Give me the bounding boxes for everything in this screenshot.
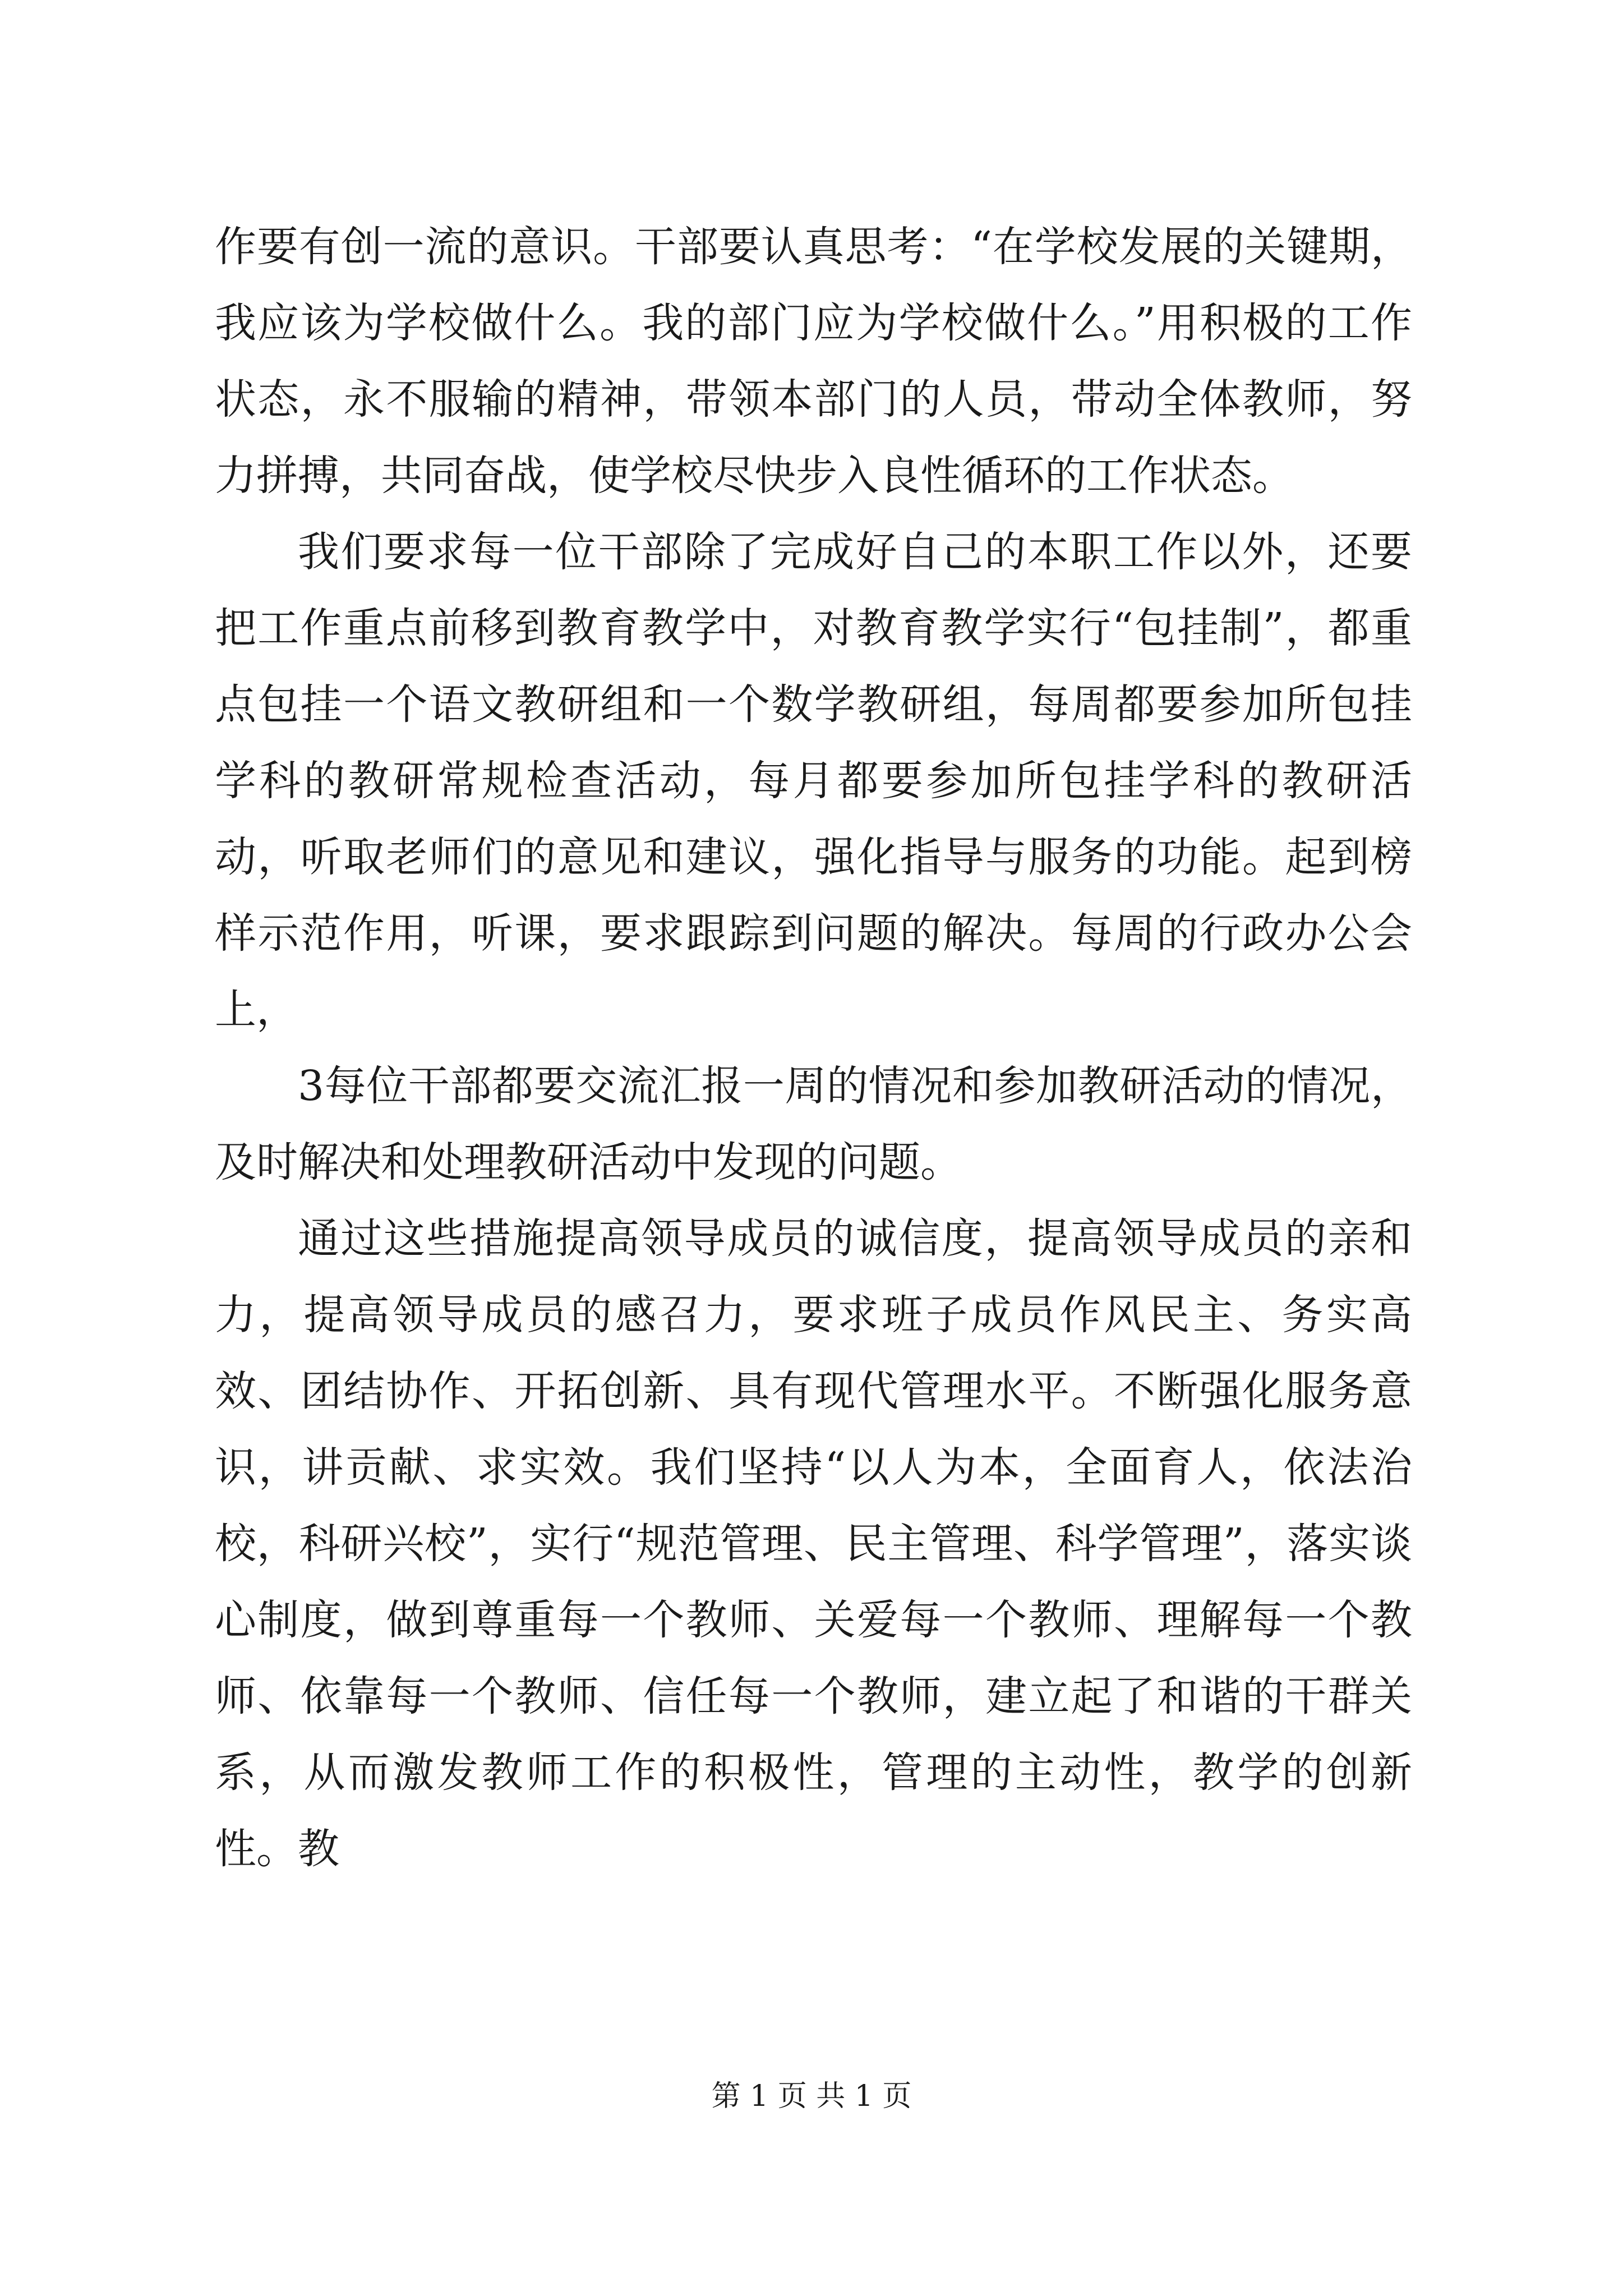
paragraph-continuation: 作要有创一流的意识。干部要认真思考：“在学校发展的关键期，我应该为学校做什么。我的部门应为学校做什么。”用积极的工作状态，永不服输的精神，带领本部门的人员，带动全体教师，努力拼搏，共同奋战，使学校尽快步入良性循环的工作状态。	[215, 223, 1412, 500]
paragraph: 3每位干部都要交流汇报一周的情况和参加教研活动的情况，及时解决和处理教研活动中发现的问题。	[215, 1062, 1412, 1186]
paragraph: 我们要求每一位干部除了完成好自己的本职工作以外，还要把工作重点前移到教育教学中，对教育教学实行“包挂制”，都重点包挂一个语文教研组和一个数学教研组，每周都要参加所包挂学科的教研常规检查活动，每月都要参加所包挂学科的教研活动，听取老师们的意见和建议，强化指导与服务的功能。起到榜样示范作用，听课，要求跟踪到问题的解决。每周的行政办公会上，	[215, 528, 1412, 1034]
paragraph: 通过这些措施提高领导成员的诚信度，提高领导成员的亲和力，提高领导成员的感召力，要求班子成员作风民主、务实高效、团结协作、开拓创新、具有现代管理水平。不断强化服务意识，讲贡献、求实效。我们坚持“以人为本，全面育人，依法治校，科研兴校”，实行“规范管理、民主管理、科学管理”，落实谈心制度，做到尊重每一个教师、关爱每一个教师、理解每一个教师、依靠每一个教师、信任每一个教师，建立起了和谐的干群关系，从而激发教师工作的积极性，管理的主动性，教学的创新性。教	[215, 1214, 1412, 1873]
page-footer: 第 1 页 共 1 页	[711, 2079, 912, 2113]
document-body	[215, 209, 1412, 1887]
